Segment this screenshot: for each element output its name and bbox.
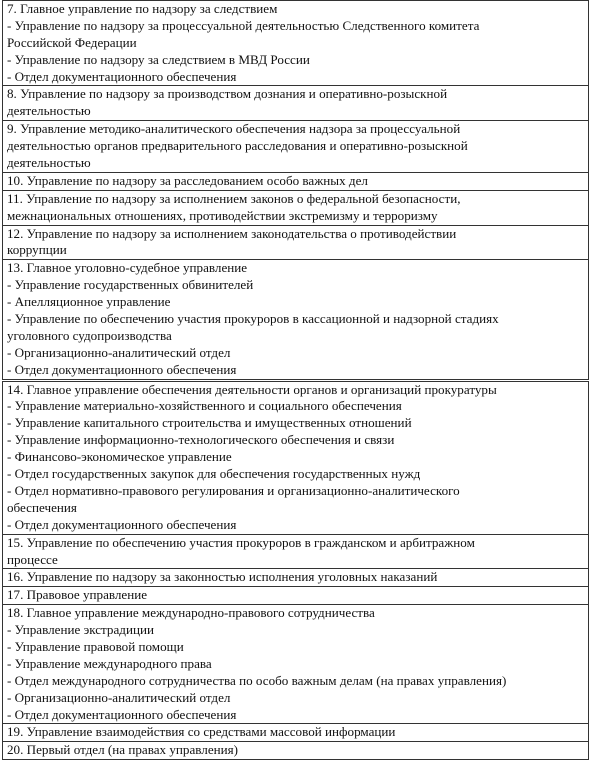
row-heading: 14. Главное управление обеспечения деятельности органов и организаций прокуратуры [7,381,497,397]
row-text-line: - Управление материально-хозяйственного и социального обеспечения [7,398,402,414]
row-text-line: - Отдел нормативно-правового регулирования и организационно-аналитического [7,482,460,498]
row-heading: 8. Управление по надзору за производством дознания и оперативно-розыскной [7,86,448,102]
row-text-line: - Управление по обеспечению участия прокуроров в кассационной и надзорной стадиях [7,311,499,327]
row-heading: 15. Управление по обеспечению участия прокуроров в гражданском и арбитражном [7,534,475,550]
table-row [3,569,588,587]
row-heading: 17. Правовое управление [7,587,148,603]
table-row [3,173,588,191]
table-row [3,742,588,759]
table-row [3,605,588,724]
row-text-line: - Управление капитального строительства и имущественных отношений [7,415,412,431]
row-text-line: коррупции [7,242,67,258]
row-heading: 20. Первый отдел (на правах управления) [7,742,239,758]
row-heading: 7. Главное управление по надзору за следствием [7,1,278,16]
row-text-line: Российской Федерации [7,34,137,50]
row-text-line: - Организационно-аналитический отдел [7,344,231,360]
table-row [3,260,588,378]
row-text-line: - Отдел государственных закупок для обеспечения государственных нужд [7,466,421,482]
row-text-line: деятельностью органов предварительного расследования и оперативно-розыскной [7,138,468,154]
row-text-line: - Управление по надзору за следствием в МВД России [7,51,310,67]
row-text-line: обеспечения [7,499,77,515]
table-row [3,535,588,570]
table-section-2 [2,381,589,761]
table-row [3,1,588,86]
row-text-line: деятельностью [7,155,91,171]
row-heading: 16. Управление по надзору за законностью исполнения уголовных наказаний [7,569,438,585]
row-text-line: - Финансово-экономическое управление [7,449,232,465]
row-text-line: - Отдел документационного обеспечения [7,361,237,377]
row-heading: 13. Главное уголовно-судебное управление [7,260,248,276]
row-text-line: - Отдел международного сотрудничества по особо важным делам (на правах управления) [7,672,507,688]
row-heading: 11. Управление по надзору за исполнением законов о федеральной безопасности, [7,190,461,206]
row-text-line: - Организационно-аналитический отдел [7,689,231,705]
table-row [3,226,588,261]
table-row [3,382,588,535]
table-row [3,724,588,742]
row-text-line: процессе [7,551,58,567]
row-heading: 19. Управление взаимодействия со средствами массовой информации [7,724,396,740]
table-row [3,191,588,226]
row-text-line: уголовного судопроизводства [7,327,172,343]
row-heading: 12. Управление по надзору за исполнением законодательства о противодействии [7,225,457,241]
row-text-line: деятельностью [7,103,91,119]
row-text-line: межнациональных отношениях, противодействии экстремизму и терроризму [7,207,438,223]
row-text-line: - Управление государственных обвинителей [7,277,254,293]
row-text-line: - Апелляционное управление [7,294,171,310]
table-row [3,86,588,121]
row-heading: 10. Управление по надзору за расследованием особо важных дел [7,172,368,188]
row-heading: 9. Управление методико-аналитического обеспечения надзора за процессуальной [7,121,461,137]
row-text-line: - Управление экстрадиции [7,622,154,638]
row-text-line: - Управление информационно-технологического обеспечения и связи [7,432,395,448]
row-heading: 18. Главное управление международно-правового сотрудничества [7,605,375,621]
row-text-line: - Управление по надзору за процессуальной деятельностью Следственного комитета [7,17,480,33]
table-section-1 [2,0,589,380]
table-row [3,587,588,605]
table-row [3,121,588,173]
row-text-line: - Отдел документационного обеспечения [7,516,237,532]
row-text-line: - Отдел документационного обеспечения [7,706,237,722]
row-text-line: - Управление правовой помощи [7,638,184,654]
row-text-line: - Управление международного права [7,655,212,671]
structure-table [2,0,589,760]
row-text-line: - Отдел документационного обеспечения [7,68,237,84]
